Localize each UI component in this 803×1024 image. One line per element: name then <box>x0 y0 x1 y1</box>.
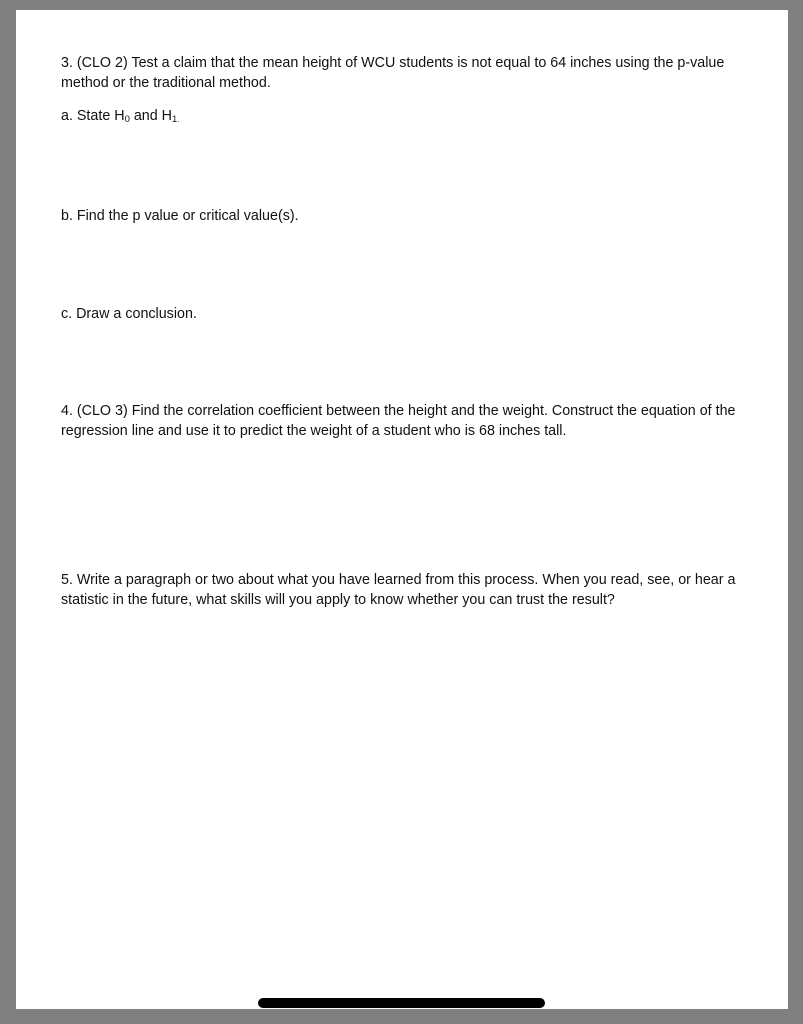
home-indicator-bar[interactable] <box>258 998 545 1008</box>
question-3-part-b: b. Find the p value or critical value(s). <box>61 208 299 224</box>
part-a-middle: and H <box>129 108 172 124</box>
question-3-part-c: c. Draw a conclusion. <box>61 306 197 322</box>
question-3-prompt: 3. (CLO 2) Test a claim that the mean height of WCU students is not equal to 64 inches using the p-value method or the traditional method. <box>61 55 725 91</box>
h1-subscript: 1 <box>172 114 178 125</box>
part-a-prefix: a. State H <box>61 108 125 124</box>
question-4-prompt: 4. (CLO 3) Find the correlation coefficient between the height and the weight. Construct the equation of the regression line and use it to predict the weight of a student who is 68 inches tall. <box>61 403 736 439</box>
question-5-prompt: 5. Write a paragraph or two about what you have learned from this process. When you read, see, or hear a statistic in the future, what skills will you apply to know whether you can trust the result? <box>61 572 736 608</box>
h0-subscript: 0 <box>124 114 130 125</box>
question-3-part-a <box>61 106 751 126</box>
document-page <box>16 10 788 1009</box>
part-a-suffix: . <box>177 114 180 125</box>
